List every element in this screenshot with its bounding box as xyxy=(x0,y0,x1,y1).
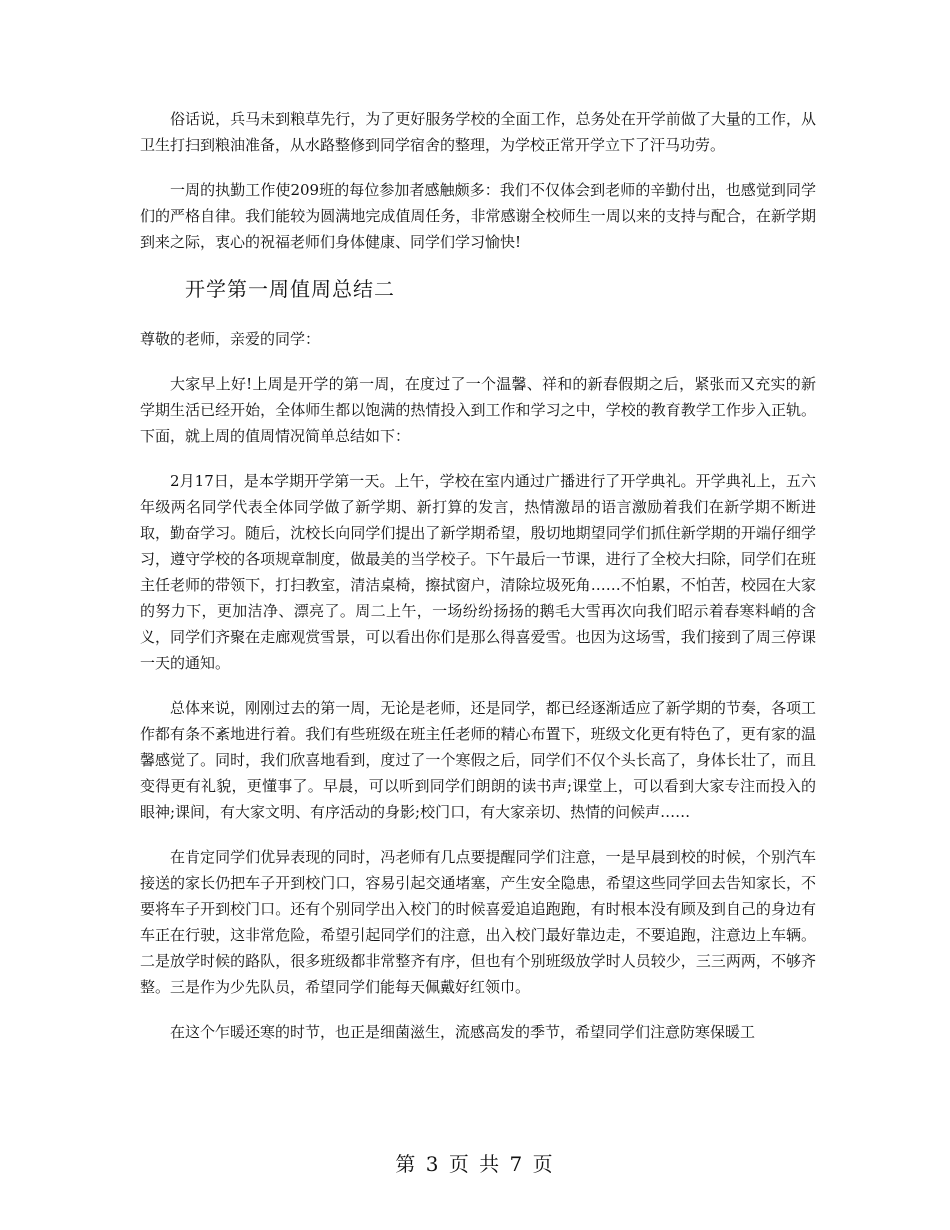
section-heading: 开学第一周值周总结二 xyxy=(185,277,395,301)
greeting-line: 尊敬的老师，亲爱的同学： xyxy=(140,330,321,348)
paragraph-duty-reflection: 一周的执勤工作使209班的每位参加者感触颇多：我们不仅体会到老师的辛勤付出，也感觉到同学们的严格自律。我们能较为圆满地完成值周任务，非常感谢全校师生一周以来的支持与配合，在新学期到来之际，衷心的祝福老师们身体健康、同学们学习愉快! xyxy=(140,181,816,251)
document-body xyxy=(140,106,816,1064)
paragraph-logistics: 俗话说，兵马未到粮草先行，为了更好服务学校的全面工作，总务处在开学前做了大量的工作，从卫生打扫到粮油准备，从水路整修到同学宿舍的整理，为学校正常开学立下了汗马功劳。 xyxy=(140,110,816,154)
page-number-footer: 第 3 页 共 7 页 xyxy=(395,1152,555,1176)
paragraph-reminders: 在肯定同学们优异表现的同时，冯老师有几点要提醒同学们注意，一是早晨到校的时候，个别汽车接送的家长仍把车子开到校门口，容易引起交通堵塞，产生安全隐患，希望这些同学回去告知家长，不要将车子开到校门口。还有个别同学出入校门的时候喜爱追追跑跑，有时根本没有顾及到自己的身边有车正在行驶，这非常危险，希望引起同学们的注意，出入校门最好靠边走，不要追跑，注意边上车辆。二是放学时候的路队，很多班级都非常整齐有序，但也有个别班级放学时人员较少，三三两两，不够齐整。三是作为少先队员，希望同学们能每天佩戴好红领巾。 xyxy=(140,848,816,996)
paragraph-health: 在这个乍暖还寒的时节，也正是细菌滋生，流感高发的季节，希望同学们注意防寒保暖工 xyxy=(170,1023,756,1041)
paragraph-summary: 总体来说，刚刚过去的第一周，无论是老师，还是同学，都已经逐渐适应了新学期的节奏，各项工作都有条不紊地进行着。我们有些班级在班主任老师的精心布置下，班级文化更有特色了，更有家的温馨感觉了。同时，我们欣喜地看到，度过了一个寒假之后，同学们不仅个头长高了，身体长壮了，而且变得更有礼貌，更懂事了。早晨，可以听到同学们朗朗的读书声;课堂上，可以看到大家专注而投入的眼神;课间，有大家文明、有序活动的身影;校门口，有大家亲切、热情的问候声…… xyxy=(140,699,816,821)
paragraph-first-day: 2月17日，是本学期开学第一天。上午，学校在室内通过广播进行了开学典礼。开学典礼上，五六年级两名同学代表全体同学做了新学期、新打算的发言，热情激昂的语言激励着我们在新学期不断进取，勤奋学习。随后，沈校长向同学们提出了新学期希望，殷切地期望同学们抓住新学期的开端仔细学习，遵守学校的各项规章制度，做最美的当学校子。下午最后一节课，进行了全校大扫除，同学们在班主任老师的带领下，打扫教室，清洁桌椅，擦拭窗户，清除垃圾死角……不怕累，不怕苦，校园在大家的努力下，更加洁净、漂亮了。周二上午，一场纷纷扬扬的鹅毛大雪再次向我们昭示着春寒料峭的含义，同学们齐聚在走廊观赏雪景，可以看出你们是那么得喜爱雪。也因为这场雪，我们接到了周三停课一天的通知。 xyxy=(140,472,816,672)
paragraph-intro: 大家早上好!上周是开学的第一周，在度过了一个温馨、祥和的新春假期之后，紧张而又充实的新学期生活已经开始，全体师生都以饱满的热情投入到工作和学习之中，学校的教育教学工作步入正轨。下面，就上周的值周情况简单总结如下： xyxy=(140,375,816,445)
